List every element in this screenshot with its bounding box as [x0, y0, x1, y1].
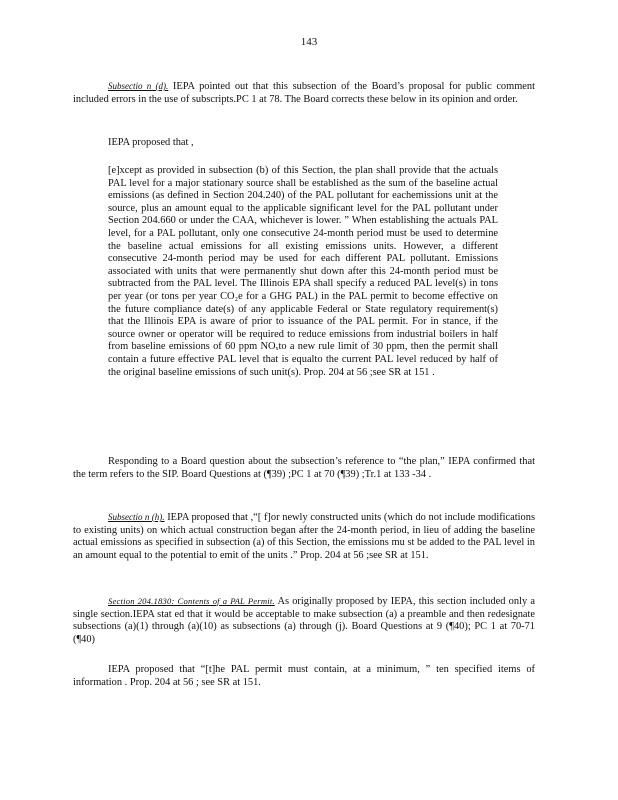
page-number: 143: [300, 36, 318, 48]
section-204-1830-heading: Section 204.1830: Contents of a PAL Permit.: [108, 596, 275, 606]
block-quote: [e]xcept as provided in subsection (b) of this Section, the plan shall provide that the actuals PAL level for a major stationary source shall be established as the sum of the baseline actual emissions (as defined in Section 204.240) of the PAL pollutant for eachemissions unit at the source, plus an amount equal to the applicable significant level for the PAL pollutant under Section 204.660 or under the CAA, whichever is lower. ” When establishing the actuals PAL level, for a PAL pollutant, only one consecutive 24-month period must be used to determine the baseline actual emissions for all existing emissions units. However, a different consecutive 24-month period may be used for each different PAL pollutant. Emissions associated with units that were permanently shut down after this 24-month period must be subtracted from the PAL level. The Illinois EPA shall specify a reduced PAL level(s) in tons per year (or tons per year CO₂e for a GHG PAL) in the PAL permit to become effective on the future compliance date(s) of any applicable Federal or State regulatory requirement(s) that the Illinois EPA is aware of prior to issuance of the PAL permit. For in stance, if the source owner or operator will be required to reduce emissions from industrial boilers in half from baseline emissions of 60 ppm NOₓto a new rule limit of 30 ppm, then the permit shall contain a future effective PAL level that is equalto the current PAL level reduced by half of the original baseline emissions of such unit(s). Prop. 204 at 56 ;see SR at 151 .: [108, 165, 498, 378]
paragraph-subsection-d-text: IEPA pointed out that this subsection of the Board’s proposal for public comment included errors in the use of subscripts.PC 1 at 78. The Board corrects these below in its opinion and order.: [73, 81, 535, 105]
paragraph-subsection-h-text: IEPA proposed that ,“[ f]or newly constructed units (which do not include modifications to existing units) on which actual construction began after the 24-month period, in lieu of adding the baseline actual emissions as specified in subsection (a) of this Section, the emissions mu st be added to the PAL level in an amount equal to the potential to emit of the units .” Prop. 204 at 56 ;see SR at 151.: [73, 512, 535, 561]
subsection-h-heading: Subsectio n (h).: [108, 512, 165, 522]
paragraph-section-204-1830: [73, 595, 535, 646]
paragraph-responding: Responding to a Board question about the subsection’s reference to “the plan,” IEPA confirmed that the term refers to the SIP. Board Questions at (¶39) ;PC 1 at 70 (¶39) ;Tr.1 at 133 -34 .: [73, 456, 535, 480]
paragraph-subsection-d: [73, 80, 535, 106]
paragraph-pal-permit-contents: IEPA proposed that “[t]he PAL permit must contain, at a minimum, ” ten specified items of information . Prop. 204 at 56 ; see SR at 151.: [73, 664, 535, 688]
paragraph-section-204-1830-text: As originally proposed by IEPA, this section included only a single section.IEPA stat ed that it would be acceptable to make subsection (a) a preamble and then redesignate subsections (a)(1) through (a)(10) as subsections (a) through (j). Board Questions at 9 (¶40); PC 1 at 70-71 (¶40): [73, 596, 536, 645]
paragraph-subsection-h: [73, 511, 535, 562]
paragraph-iepa-proposed: IEPA proposed that ,: [108, 137, 194, 148]
subsection-d-heading: Subsectio n (d).: [108, 81, 169, 91]
